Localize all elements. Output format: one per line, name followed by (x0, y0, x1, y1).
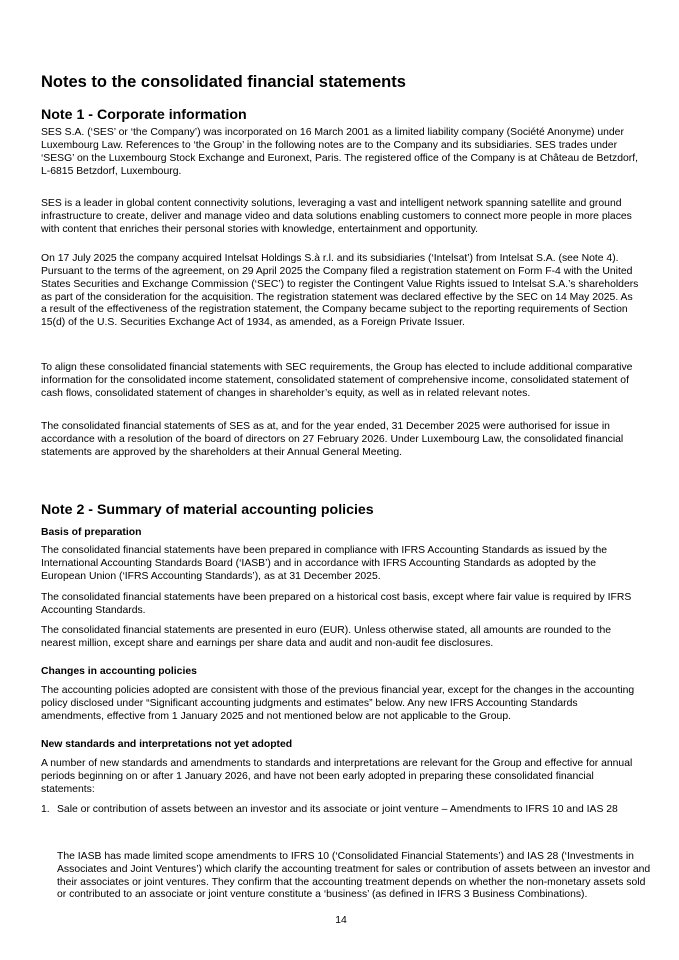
paragraph: The consolidated financial statements of SES as at, and for the year ended, 31 December 2025 were authorised for issue in accordance with a resolution of the board of directors on 27 February 2026. Under Luxembourg Law, the consolidated financial statements are approved by the shareholders at their Annual General Meeting. (41, 421, 624, 458)
list-item-title: Sale or contribution of assets between an investor and its associate or joint venture – Amendments to IFRS 10 and IAS 28 (57, 804, 618, 815)
note-1-section (41, 105, 641, 125)
basis-paragraph (41, 545, 641, 584)
changes-paragraph (41, 685, 641, 724)
list-item-body: The IASB has made limited scope amendments to IFRS 10 (‘Consolidated Financial Statements’) and IAS 28 (‘Investments in Associates and Joint Ventures’) which clarify the accounting treatment for sales or contribution of assets between an investor and their associates or joint ventures. They confirm that the accounting treatment depends on whether the non-monetary assets sold or contributed to an associate or joint venture constitute a ‘business’ (as defined in IFRS 3 Business Combinations). (57, 850, 651, 901)
new-standards-heading-block (41, 738, 641, 751)
note-1-paragraph (41, 253, 641, 330)
new-standards-intro (41, 758, 641, 797)
note-2-heading: Note 2 - Summary of material accounting policies (41, 502, 374, 518)
note-1-paragraph (41, 198, 641, 237)
paragraph: To align these consolidated financial statements with SEC requirements, the Group has elected to include additional comparative information for the consolidated income statement, consolidated statement of comprehensive income, consolidated statement of cash flows, consolidated statement of changes in shareholder’s equity, as well as in related relevant notes. (41, 362, 633, 399)
note-1-paragraph (41, 127, 641, 178)
basis-of-preparation-heading-block (41, 526, 641, 539)
paragraph: The consolidated financial statements have been prepared on a historical cost basis, except where fair value is required by IFRS Accounting Standards. (41, 592, 632, 616)
new-standards-heading: New standards and interpretations not yet adopted (41, 739, 293, 750)
basis-paragraph (41, 625, 641, 651)
page-title: Notes to the consolidated financial statements (41, 73, 406, 91)
note-1-paragraph (41, 421, 641, 460)
list-item-body-block (41, 851, 657, 902)
paragraph: A number of new standards and amendments to standards and interpretations are relevant for the Group and effective for annual periods beginning on or after 1 January 2026, and have not been early adopted in preparing these consolidated financial statements: (41, 758, 633, 795)
list-item-number: 1. (41, 804, 50, 815)
paragraph: SES is a leader in global content connectivity solutions, leveraging a vast and intelligent network spanning satellite and ground infrastructure to create, deliver and manage video and data solutions enabling customers to connect more people in more places with content that enriches their personal stories with knowledge, entertainment and opportunity. (41, 198, 632, 235)
basis-of-preparation-heading: Basis of preparation (41, 527, 142, 538)
changes-in-accounting-policies-heading: Changes in accounting policies (41, 666, 197, 677)
changes-heading-block (41, 665, 641, 678)
paragraph: The accounting policies adopted are consistent with those of the previous financial year, except for the changes in the accounting policy disclosed under “Significant accounting judgments and estimates” below. Any new IFRS Accounting Standards amendments, effective from 1 January 2025 and not mentioned below are not applicable to the Group. (41, 685, 635, 722)
note-2-section (41, 500, 641, 520)
basis-paragraph (41, 592, 641, 618)
page-number: 14 (335, 915, 347, 926)
paragraph: The consolidated financial statements have been prepared in compliance with IFRS Accounting Standards as issued by the International Accounting Standards Board (‘IASB’) and in accordance with IFRS Accounting Standards as adopted by the European Union (‘IFRS Accounting Standards’), as at 31 December 2025. (41, 545, 608, 582)
paragraph: On 17 July 2025 the company acquired Intelsat Holdings S.à r.l. and its subsidiaries (‘Intelsat’) from Intelsat S.A. (see Note 4). Pursuant to the terms of the agreement, on 29 April 2025 the Company filed a registration statement on Form F-4 with the United States Securities and Exchange Commission (‘SEC’) to register the Contingent Value Rights issued to Intelsat S.A.’s shareholders as part of the consideration for the acquisition. The registration statement was declared effective by the SEC on 14 May 2025. As a result of the effectiveness of the registration statement, the Company became subject to the reporting requirements of Section 15(d) of the U.S. Securities Exchange Act of 1934, as amended, as a Foreign Private Issuer. (41, 253, 639, 329)
paragraph: SES S.A. (‘SES’ or ‘the Company’) was incorporated on 16 March 2001 as a limited liability company (Société Anonyme) under Luxembourg Law. References to ‘the Group’ in the following notes are to the Company and its subsidiaries. SES trades under ‘SESG’ on the Luxembourg Stock Exchange and Euronext, Paris. The registered office of the Company is at Château de Betzdorf, L-6815 Betzdorf, Luxembourg. (41, 127, 639, 177)
list-item (41, 804, 657, 817)
document-page (41, 0, 651, 926)
note-1-heading: Note 1 - Corporate information (41, 107, 247, 123)
note-1-paragraph (41, 362, 641, 401)
paragraph: The consolidated financial statements are presented in euro (EUR). Unless otherwise stated, all amounts are rounded to the nearest million, except share and earnings per share data and audit and non-audit fee disclosures. (41, 625, 612, 649)
